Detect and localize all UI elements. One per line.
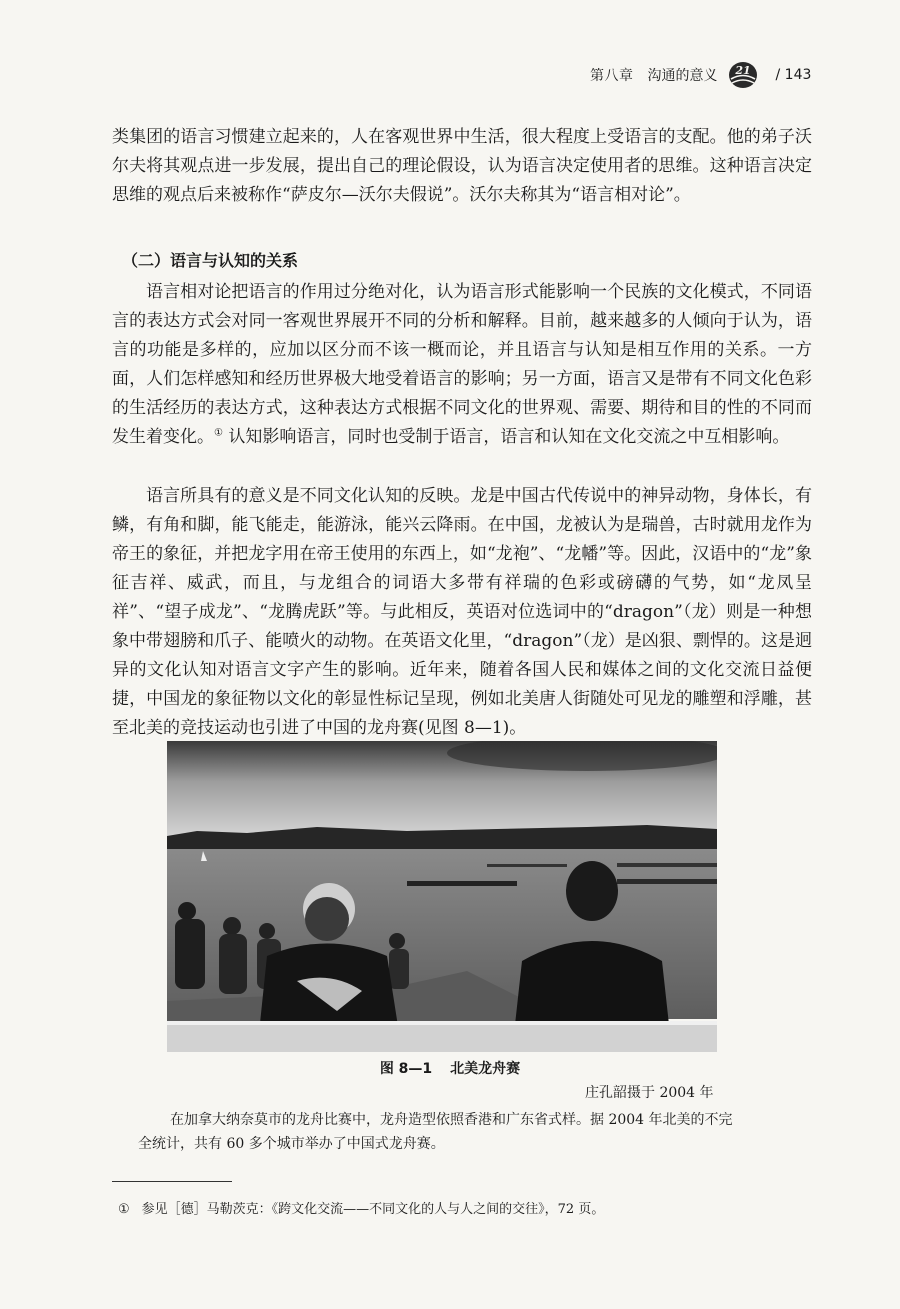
dragon-boat-photo: [167, 741, 717, 1052]
paragraph-2: [112, 278, 812, 452]
paragraph-2-text-a: 语言相对论把语言的作用过分绝对化，认为语言形式能影响一个民族的文化模式，不同语言的表达方式会对同一客观世界展开不同的分析和解释。目前，越来越多的人倾向于认为，语言的功能是多样的，应加以区分而不该一概而论，并且语言与认知是相互作用的关系。一方面，人们怎样感知和经历世界极大地受着语言的影响；另一方面，语言又是带有不同文化色彩的生活经历的表达方式，这种表达方式根据不同文化的世界观、需要、期待和目的性的不同而发生着变化。: [112, 282, 812, 447]
figure-number: 图 8—1: [379, 1061, 433, 1077]
footnote: [118, 1198, 604, 1217]
footnote-text: 参见［德］马勒茨克：《跨文化交流——不同文化的人与人之间的交往》，72 页。: [141, 1202, 605, 1217]
chapter-title: 沟通的意义: [647, 68, 718, 84]
paragraph-2-text-b: 认知影响语言，同时也受制于语言，语言和认知在文化交流之中互相影响。: [222, 427, 790, 447]
chapter-label: 第八章: [590, 68, 634, 84]
series-logo-icon: [728, 60, 758, 90]
section-heading: （二）语言与认知的关系: [122, 251, 299, 270]
photo-credit: 庄孔韶摄于 2004 年: [585, 1085, 714, 1101]
running-header: [590, 60, 811, 90]
paragraph-1: 类集团的语言习惯建立起来的，人在客观世界中生活，很大程度上受语言的支配。他的弟子沃尔夫将其观点进一步发展，提出自己的理论假设，认为语言决定使用者的思维。这种语言决定思维的观点后来被称作“萨皮尔—沃尔夫假说”。沃尔夫称其为“语言相对论”。: [112, 127, 812, 205]
footnote-marker: ①: [118, 1202, 130, 1217]
paragraph-3: 语言所具有的意义是不同文化认知的反映。龙是中国古代传说中的神异动物，身体长，有鳞，有角和脚，能飞能走，能游泳，能兴云降雨。在中国，龙被认为是瑞兽，古时就用龙作为帝王的象征，并把龙字用在帝王使用的东西上，如“龙袍”、“龙幡”等。因此，汉语中的“龙”象征吉祥、威武，而且，与龙组合的词语大多带有祥瑞的色彩或磅礴的气势，如“龙凤呈祥”、“望子成龙”、“龙腾虎跃”等。与此相反，英语对位选词中的“dragon”（龙）则是一种想象中带翅膀和爪子、能喷火的动物。在英语文化里，“dragon”（龙）是凶狠、剽悍的。这是迥异的文化认知对语言文字产生的影响。近年来，随着各国人民和媒体之间的文化交流日益便捷，中国龙的象征物以文化的彰显性标记呈现，例如北美唐人街随处可见龙的雕塑和浮雕，甚至北美的竞技运动也引进了中国的龙舟赛(见图 8—1)。: [112, 486, 812, 738]
figure-caption: [0, 1058, 900, 1078]
figure-note: 在加拿大纳奈莫市的龙舟比赛中，龙舟造型依照香港和广东省式样。据 2004 年北美的不完全统计，共有 60 多个城市举办了中国式龙舟赛。: [138, 1112, 733, 1152]
svg-text:21: 21: [734, 64, 751, 77]
figure-title: 北美龙舟赛: [450, 1061, 521, 1077]
footnote-ref[interactable]: ①: [214, 427, 223, 439]
footnote-divider: [112, 1181, 232, 1182]
page-number: / 143: [775, 67, 812, 83]
